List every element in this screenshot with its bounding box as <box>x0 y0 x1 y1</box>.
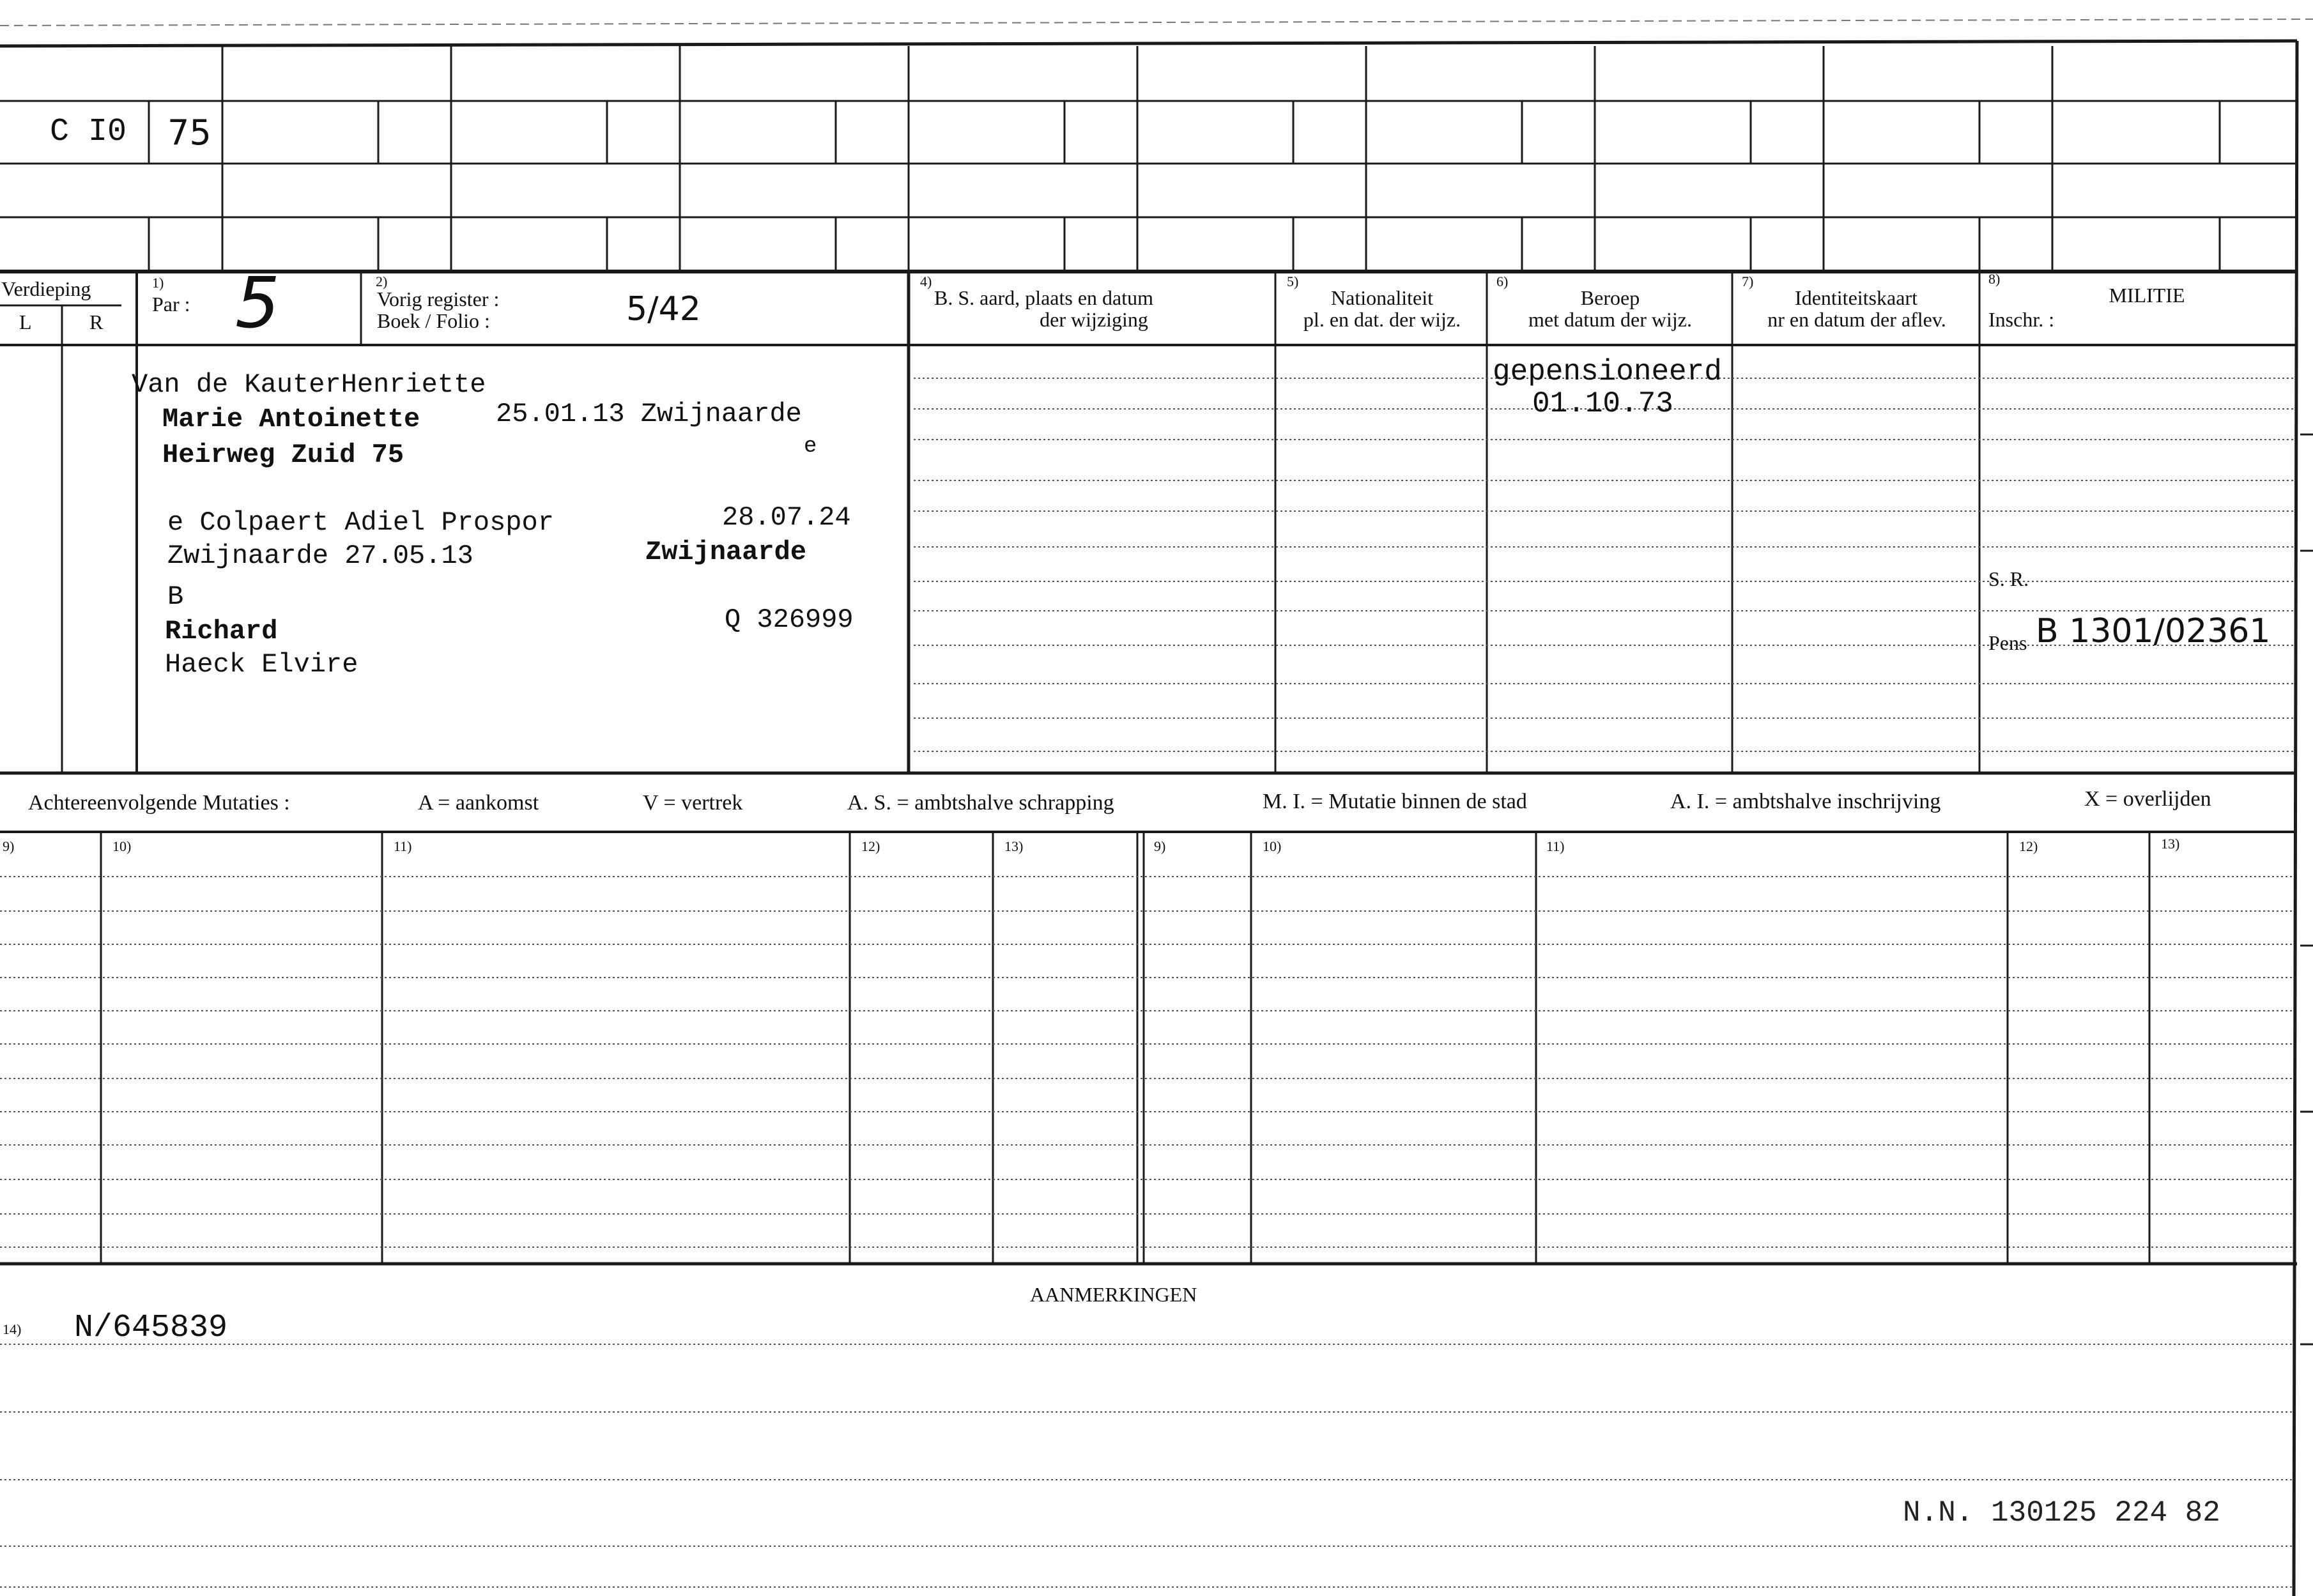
col4-number: 4) <box>920 273 932 289</box>
identiteitskaart-header-line2: nr en datum der aflev. <box>1767 308 1946 331</box>
nationaliteit-header-line2: pl. en dat. der wijz. <box>1303 308 1461 331</box>
mother-name: Haeck Elvire <box>165 649 358 680</box>
boek-folio-label: Boek / Folio : <box>377 309 490 332</box>
mutatie-col-13: 13) <box>1004 838 1024 854</box>
mutatie-col-13b: 13) <box>2161 836 2180 852</box>
col2-number: 2) <box>376 273 388 289</box>
person-birth-date-place: 25.01.13 Zwijnaarde <box>496 399 802 429</box>
inschr-label: Inschr. : <box>1988 308 2055 331</box>
par-label: Par : <box>152 293 190 316</box>
beroep-header-line2: met datum der wijz. <box>1528 308 1692 331</box>
spouse-place: Zwijnaarde <box>645 537 807 567</box>
boek-folio-value: 5/42 <box>626 290 701 328</box>
nationaliteit-header-line1: Nationaliteit <box>1331 286 1433 309</box>
mutatie-col-9b: 9) <box>1154 838 1166 854</box>
militie-header: MILITIE <box>2109 284 2185 307</box>
header-number: 75 <box>167 112 211 153</box>
parent-name: Richard <box>165 616 278 647</box>
person-mark: e <box>804 434 817 459</box>
sr-label: S. R. <box>1988 567 2029 590</box>
person-surname-line: Van de KauterHenriette <box>132 369 486 400</box>
spouse-name: e Colpaert Adiel Prospor <box>167 507 554 538</box>
spouse-date: 28.07.24 <box>722 502 851 533</box>
identiteitskaart-header-line1: Identiteitskaart <box>1795 286 1917 309</box>
aanmerkingen-title: AANMERKINGEN <box>1030 1283 1197 1306</box>
pens-label: Pens <box>1988 631 2027 654</box>
col8-number: 8) <box>1988 271 2001 287</box>
pens-value: B 1301/02361 <box>2036 612 2271 650</box>
col7-number: 7) <box>1742 273 1754 289</box>
col1-number: 1) <box>152 275 164 291</box>
aanmerkingen-nr: N/645839 <box>74 1310 228 1346</box>
mutatie-ambtshalve-schrapping: A. S. = ambtshalve schrapping <box>847 791 1114 815</box>
mutatie-col-12: 12) <box>861 838 880 854</box>
mutatie-col-10b: 10) <box>1263 838 1282 854</box>
mutatie-ambtshalve-inschrijving: A. I. = ambtshalve inschrijving <box>1670 790 1941 813</box>
mutatie-col-11: 11) <box>394 838 412 854</box>
col5-number: 5) <box>1287 273 1299 289</box>
parent-number: Q 326999 <box>725 604 854 635</box>
mutatie-overlijden: X = overlijden <box>2084 787 2211 811</box>
floor-l-label: L <box>19 311 32 334</box>
beroep-date: 01.10.73 <box>1532 387 1673 420</box>
beroep-header-line1: Beroep <box>1580 286 1640 309</box>
par-value: 5 <box>235 262 280 344</box>
beroep-value: gepensioneerd <box>1493 355 1722 388</box>
national-number: N.N. 130125 224 82 <box>1903 1496 2220 1530</box>
bs-header-line2: der wijziging <box>1040 308 1148 331</box>
bs-header-line1: B. S. aard, plaats en datum <box>934 286 1154 309</box>
verdieping-label: Verdieping <box>1 277 91 300</box>
mutatie-col-11b: 11) <box>1546 838 1565 854</box>
vorig-register-label: Vorig register : <box>377 288 500 311</box>
floor-r-label: R <box>89 311 104 334</box>
mutaties-title: Achtereenvolgende Mutaties : <box>28 791 290 815</box>
mutatie-binnen-de-stad: M. I. = Mutatie binnen de stad <box>1263 790 1527 813</box>
mutatie-col-9: 9) <box>3 838 15 854</box>
header-code: C I0 <box>50 114 127 150</box>
aanmerkingen-number: 14) <box>3 1321 22 1337</box>
mutatie-vertrek: V = vertrek <box>643 791 743 815</box>
mutatie-aankomst: A = aankomst <box>418 791 539 815</box>
mutatie-col-12b: 12) <box>2019 838 2038 854</box>
person-address: Heirweg Zuid 75 <box>162 440 404 470</box>
person-given-names: Marie Antoinette <box>162 404 420 434</box>
col6-number: 6) <box>1496 273 1509 289</box>
spouse-birth-place-date: Zwijnaarde 27.05.13 <box>167 541 473 571</box>
spouse-letter: B <box>167 581 184 612</box>
mutatie-col-10: 10) <box>112 838 132 854</box>
